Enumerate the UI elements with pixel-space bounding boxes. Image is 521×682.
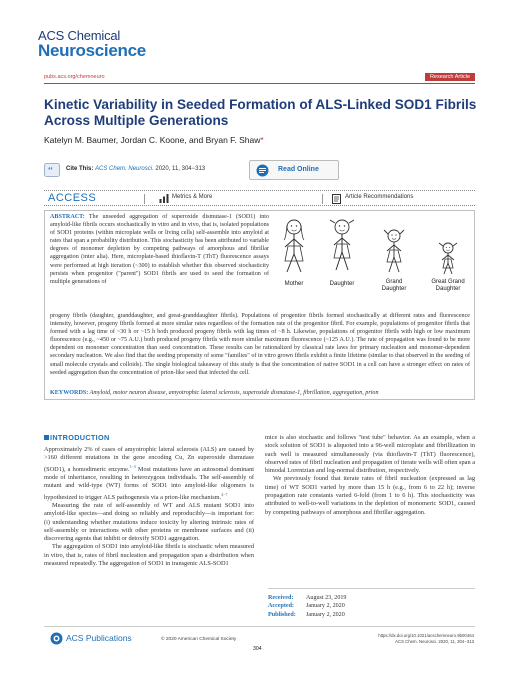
publication-dates bbox=[268, 594, 468, 619]
access-label: ACCESS bbox=[48, 192, 97, 204]
citation-ref[interactable]: 4−7 bbox=[221, 491, 228, 497]
document-icon[interactable] bbox=[332, 194, 341, 204]
body-column-left bbox=[44, 446, 254, 568]
doi-block bbox=[378, 633, 474, 645]
footer-citation: ACS Chem. Neurosci. 2020, 11, 304−313 bbox=[395, 639, 474, 644]
journal-name-line1: ACS Chemical bbox=[38, 28, 121, 43]
header-divider bbox=[44, 83, 475, 84]
accepted-value: January 2, 2020 bbox=[306, 603, 345, 610]
cite-row bbox=[44, 159, 475, 181]
copyright-notice: © 2020 American Chemical Society bbox=[161, 637, 237, 642]
keywords bbox=[50, 389, 470, 397]
body-paragraph: Measuring the rate of self-assembly of WT and ALS mutant SOD1 into amyloid-like species—and doing so reliably and reproducibly—is important for: (i) understanding whether mutations induce toxicity by altering intrinsic rates of self-assembly or interactions with other proteins or membrane surfaces and (ii) discovering agents that inhibit or detoxify SOD1 aggregation. bbox=[44, 501, 254, 543]
toc-label-grand: Grand bbox=[385, 279, 403, 285]
abstract-body-a: The unseeded aggregation of superoxide dismutase-1 (SOD1) into amyloid-like fibrils occurs stochastically in vitro and in vivo, that is, isolated populations of SOD1 proteins (within microplate wells or living cells) self-assemble into amyloid at rates that span a probability distribution. This stochasticity has been attributed to variable degrees of monomer depletion by competing pathways of amorphous and fibrillar aggregation (inter alia). Here, microplate-based thioflavin-T (ThT) fluorescence assays were performed at high iteration (~300) to establish whether this observed stochasticity persists when progenitor ("parent") SOD1 fibrils are used to seed the formation of multiple generations of bbox=[50, 214, 269, 285]
article-title: Kinetic Variability in Seeded Formation of ALS-Linked SOD1 Fibrils Across Multiple Generations bbox=[44, 97, 477, 128]
doi-link[interactable]: https://dx.doi.org/10.1021/acschemneuro.9b00464 bbox=[378, 633, 474, 638]
quote-icon[interactable] bbox=[44, 163, 60, 177]
abstract-heading: ABSTRACT: bbox=[50, 214, 85, 220]
citation-ref[interactable]: 1−3 bbox=[129, 463, 136, 469]
read-online-button[interactable] bbox=[249, 160, 339, 180]
acs-logo-icon[interactable] bbox=[50, 632, 63, 645]
body-paragraph bbox=[44, 446, 254, 502]
figure-great-grand-daughter bbox=[439, 243, 457, 274]
section-heading-introduction: INTRODUCTION bbox=[50, 433, 110, 442]
cite-journal-link[interactable]: ACS Chem. Neurosci. bbox=[95, 166, 154, 172]
toc-label-great-grand-daughter: Daughter bbox=[435, 286, 461, 292]
toc-label-great-grand: Great Grand bbox=[431, 279, 465, 285]
abstract-text-part-b: progeny fibrils (daughter, granddaughter, and great-granddaughter fibrils). Populations of progenitor fibrils formed stochastically at different rates and fluorescence intensity, however, progeny fibrils formed at more similar rates regardless of the formation rate of the progenitor fibril. For example, populations of progenitor fibrils that formed with a lag time of ~30 h or ~15 h both produced progeny fibrils with lag times of ~8 h. Likewise, populations of progenitor fibrils with high or low maximum fluorescence (e.g., ~450 or ~75 A.U.) both produced progeny fibrils with more similar maximum fluorescence (~125 A.U.). The rate of propagation was found to be more dependent on monomer concentration than seed concentration. These results can be rationalized by classical rate laws for primary nucleation and monomer-dependent secondary nucleation. We also find that the seeding propensity of some "families" of in vitro grown fibrils exhibit a finite lifetime (similar to that observed in the seeding of small molecule crystals and colloids). The single biological takeaway of this study is that the concentration of native SOD1 in a cell can have a stronger effect on rates of seeded aggregation than the concentration of prion-like seed that infected the cell. bbox=[50, 313, 470, 376]
published-label: Published: bbox=[268, 611, 296, 618]
article-type-badge: Research Article bbox=[425, 73, 475, 81]
metrics-link[interactable]: Metrics & More bbox=[172, 194, 213, 200]
toc-label-daughter: Daughter bbox=[329, 281, 355, 287]
accepted-label: Accepted: bbox=[268, 603, 295, 610]
journal-name-line2: Neuroscience bbox=[38, 41, 146, 60]
access-bar bbox=[44, 190, 475, 206]
keywords-list: Amyloid, motor neuron disease, amyotrophic lateral sclerosis, superoxide dismutase-1, fibrillation, aggregation, prion bbox=[88, 390, 379, 396]
received-label: Received: bbox=[268, 595, 294, 601]
received-value: August 23, 2019 bbox=[306, 595, 347, 601]
date-accepted bbox=[268, 602, 468, 610]
section-marker bbox=[44, 435, 49, 440]
cite-label: Cite This: bbox=[66, 166, 94, 172]
journal-logo[interactable] bbox=[38, 28, 208, 59]
bar-chart-icon[interactable] bbox=[159, 194, 169, 203]
date-received bbox=[268, 594, 468, 602]
access-bar-divider bbox=[144, 194, 145, 204]
keywords-label: KEYWORDS: bbox=[50, 390, 89, 396]
body-paragraph: mice is also stochastic and follows "test tube" behavior. As an example, when a stock solution of SOD1 is aliquoted into a 96-well microplate and fibrillization in each well is measured simultaneously (via thioflavin-T (ThT) fluorescence), observed rates of fibril nucleation and propagation of iterate wells will often span a bimodal Lorentzian and log-normal distribution, respectively. bbox=[265, 434, 475, 475]
author-list bbox=[44, 135, 264, 145]
body-column-right bbox=[265, 434, 475, 517]
corresponding-author-mark: * bbox=[260, 135, 264, 145]
body-paragraph: The aggregation of SOD1 into amyloid-like fibrils is stochastic when measured in vitro, that is, rates of fibril nucleation and propagation span a distribution when measured repeatedly. The aggregation of SOD1 in transgenic ALS-SOD1 bbox=[44, 543, 254, 568]
cite-line bbox=[66, 166, 205, 172]
figure-grand-daughter bbox=[384, 230, 404, 272]
read-online-label: Read Online bbox=[278, 166, 319, 173]
read-online-icon bbox=[256, 164, 269, 177]
dates-divider bbox=[268, 588, 475, 589]
recommendations-link[interactable]: Article Recommendations bbox=[345, 194, 414, 200]
author-names[interactable]: Katelyn M. Baumer, Jordan C. Koone, and Bryan F. Shaw bbox=[44, 135, 261, 145]
cite-reference: 2020, 11, 304−313 bbox=[153, 166, 206, 172]
toc-label-grand-daughter: Daughter bbox=[381, 286, 407, 292]
svg-text:“: “ bbox=[48, 165, 53, 177]
date-published bbox=[268, 611, 468, 619]
page-number: 304 bbox=[253, 646, 262, 652]
publisher-name[interactable]: ACS Publications bbox=[66, 633, 132, 643]
access-bar-divider bbox=[322, 194, 323, 204]
figure-mother bbox=[284, 220, 304, 272]
paragraph-text: Most mutations have an autosomal dominant mode of inheritance, resulting in heterozygous individuals. The self-assembly of mutant and wild-type (WT) forms of SOD1 into amyloid-like oligomers is hypothesized to trigger ALS pathogenesis via a prion-like mechanism. bbox=[44, 465, 254, 501]
abstract-text-part-a bbox=[50, 213, 269, 286]
toc-label-mother: Mother bbox=[284, 281, 304, 287]
body-paragraph: We previously found that iterate rates of fibril nucleation (expressed as lag time) of WT SOD1 varied by more than 15 h (e.g., from 6 to 22 h); inverse propagation rate constants varied 6-fold (from 1 to 6 h). This stochasticity was attributed to well-to-well variations in the depletion of monomeric SOD1, caused by competing pathways of amorphous and fibrillar aggregation. bbox=[265, 475, 475, 516]
journal-site-link[interactable]: pubs.acs.org/chemneuro bbox=[44, 74, 105, 80]
footer-divider bbox=[44, 626, 475, 627]
figure-daughter bbox=[330, 220, 354, 270]
paragraph-text: Approximately 2% of cases of amyotrophic lateral sclerosis (ALS) are caused by >160 different mutations in the gene encoding Cu, Zn superoxide dismutase (SOD1), a homodimeric enzyme. bbox=[44, 446, 254, 473]
toc-graphic bbox=[272, 214, 472, 306]
published-value: January 2, 2020 bbox=[306, 611, 345, 618]
